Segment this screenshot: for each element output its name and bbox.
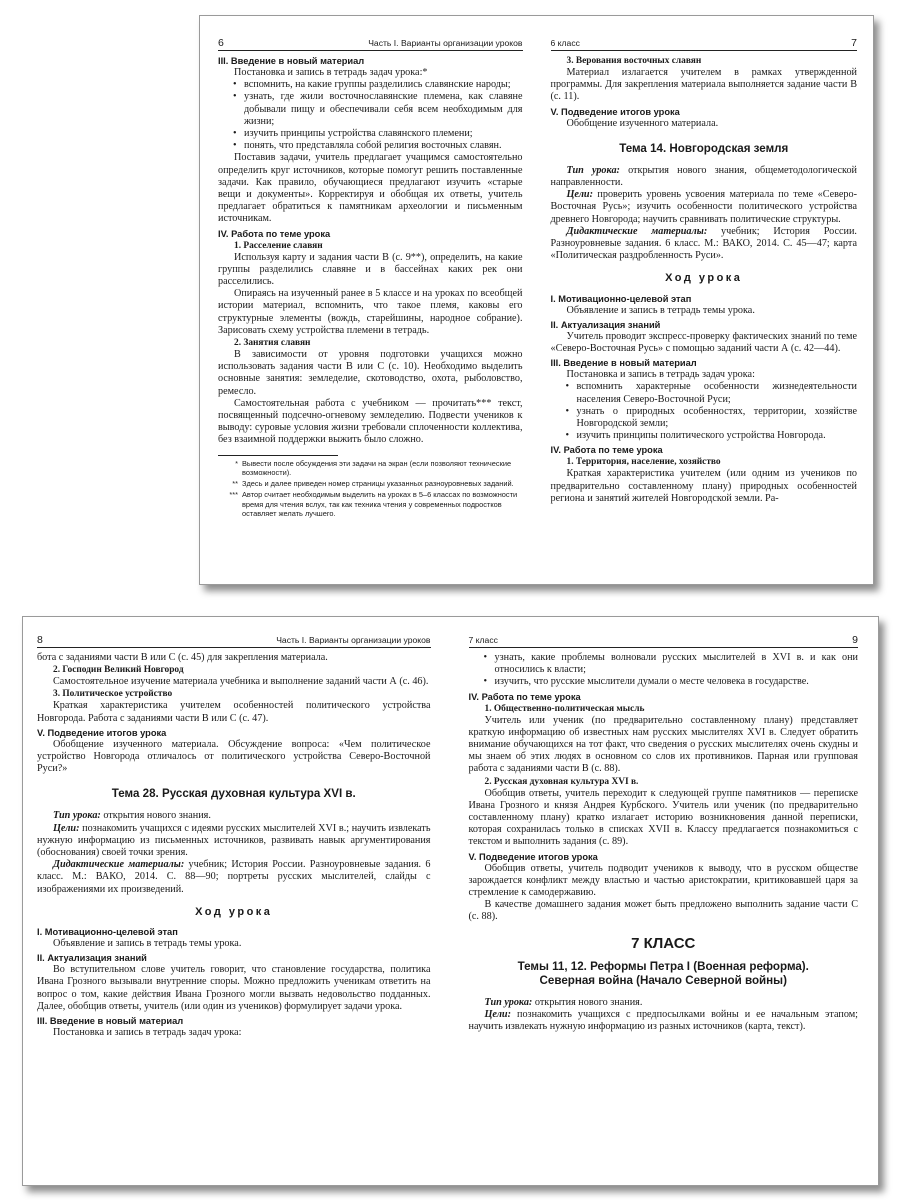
paragraph: Материал излагается учителем в рамках утвержденной программы. Для закрепления материала выполняется задание части В (с. 11).	[550, 67, 857, 103]
page-header	[469, 635, 859, 648]
lesson-type	[37, 810, 431, 822]
section-heading: IV. Работа по теме урока	[468, 691, 581, 702]
lesson-materials	[37, 859, 431, 896]
footnote-text: Вывести после обсуждения эти задачи на экран (если позволяют технические возможности).	[242, 458, 512, 477]
lesson-flow-heading: Ход урока	[195, 905, 273, 918]
page-9	[451, 617, 879, 1185]
field-label: Цели:	[53, 822, 80, 834]
paragraph: Объявление и запись в тетрадь темы урока.	[566, 304, 755, 316]
footnote-mark: *	[235, 458, 238, 468]
field-text: познакомить учащихся с предпосылками войны и ее начальным этапом; научить извлекать нужную информацию из разных источников (карта, текст).	[468, 1009, 858, 1033]
page-header	[37, 635, 431, 648]
page-8	[23, 617, 451, 1185]
field-text: учебник; История России. Разноуровневые задания. 6 класс. М.: ВАКО, 2014. С. 45—47; карта «Политическая раздробленность Руси».	[550, 225, 857, 262]
footnote-mark: ***	[229, 490, 238, 500]
paragraph: Обобщив ответы, учитель подводит учеников к выводу, что в русском обществе зарождается конфликт между властью и частью аристократии, критиковавшей царя за стремление к самодержавию.	[468, 862, 858, 899]
field-text: открытия нового знания, общеметодологической направленности.	[550, 164, 858, 189]
list-item: • вспомнить характерные особенности жизнедеятельности населения Северо-Восточной Руси;	[577, 381, 858, 405]
paragraph: Краткая характеристика учителем (или одним из учеников по предварительно составленному плану) природных особенностей региона и занятий жителей Новгородской земли. Ра-	[550, 468, 857, 504]
list-item: • понять, что представляла собой религия восточных славян.	[244, 140, 523, 152]
section-heading: I. Мотивационно-целевой этап	[37, 927, 178, 938]
paragraph: Постановка и запись в тетрадь задач урока:*	[234, 67, 428, 78]
field-text: открытия нового знания.	[100, 810, 211, 822]
bullet-list	[551, 381, 858, 442]
field-text: учебник; История России. Разноуровневые задания. 6 класс. М.: ВАКО, 2014. С. 88—90; портреты русских мыслителей, слайды с изображениями их произведений.	[37, 859, 431, 895]
footnote-divider	[218, 455, 338, 456]
running-head: 7 класс	[468, 635, 498, 645]
topic-title	[469, 960, 859, 988]
topic-title: Тема 14. Новгородская земля	[619, 141, 789, 155]
footnote	[218, 459, 523, 477]
list-item: • узнать о природных особенностях, территории, хозяйстве Новгородской земли;	[577, 406, 858, 430]
section-heading: V. Подведение итогов урока	[468, 851, 598, 862]
page-6	[200, 16, 537, 584]
subsection-heading: 2. Господин Великий Новгород	[53, 665, 184, 676]
section-heading: V. Подведение итогов урока	[550, 106, 680, 117]
book-spread-pages-6-7	[199, 15, 874, 585]
lesson-flow-heading: Ход урока	[665, 272, 743, 285]
field-label: Тип урока:	[566, 164, 620, 176]
section-heading: I. Мотивационно-целевой этап	[550, 293, 692, 304]
subsection-heading: 1. Расселение славян	[234, 240, 323, 251]
bullet-list	[218, 79, 523, 152]
subsection-heading: 3. Верования восточных славян	[566, 56, 702, 66]
page-number: 8	[37, 634, 43, 646]
section-heading: IV. Работа по теме урока	[550, 445, 663, 456]
field-label: Тип урока:	[53, 810, 101, 822]
field-label: Цели:	[566, 189, 593, 201]
paragraph: Обобщение изученного материала.	[566, 117, 719, 129]
paragraph: Учитель проводит экспресс-проверку фактических знаний по теме «Северо-Восточная Русь» с помощью заданий части А (с. 42—44).	[550, 330, 857, 355]
page-header	[218, 38, 523, 51]
page-number: 7	[851, 37, 857, 49]
list-item: • узнать, где жили восточнославянские племена, как славяне добывали пищу и обеспечивали себя всем необходимым для жизни;	[244, 91, 523, 128]
subsection-heading: 1. Территория, население, хозяйство	[566, 457, 721, 468]
field-label: Цели:	[484, 1009, 511, 1021]
subsection-heading: 3. Политическое устройство	[53, 689, 173, 700]
running-head: Часть I. Варианты организации уроков	[276, 635, 431, 645]
section-heading: III. Введение в новый материал	[550, 358, 697, 369]
lesson-type	[469, 997, 859, 1009]
field-label: Дидактические материалы:	[53, 859, 185, 871]
paragraph: бота с заданиями части В или С (с. 45) для закрепления материала.	[37, 652, 328, 663]
paragraph: Учитель или ученик (по предварительно составленному плану) представляет краткую информацию об известных нам русских мыслителях XVI в. Следует обратить внимание обучающихся на тот факт, что сведения о русских мыслителях очень скудны и мы знаем об этих людях в основном со слов их противников. Парная или групповая работа с заданиями части В (с. 88).	[468, 714, 858, 775]
paragraph: Во вступительном слове учитель говорит, что становление государства, политика Ивана Грозного вызывали внутренние споры. Можно предложить ученикам ответить на вопрос о том, какие действия Ивана Грозного могли вызвать недовольство подданных. Далее, обобщив ответы, учитель (или один из учеников) формулирует задачи урока.	[37, 964, 431, 1012]
footnote	[218, 490, 523, 518]
paragraph: Обобщение изученного материала. Обсуждение вопроса: «Чем политическое устройство Новгорода отличалось от политического устройства Северо-Восточной Руси?»	[37, 738, 431, 775]
paragraph: Постановка и запись в тетрадь задач урока:	[566, 369, 755, 381]
section-heading: V. Подведение итогов урока	[37, 727, 167, 738]
page-header	[551, 38, 858, 51]
topic-title-line: Северная война (Начало Северной войны)	[539, 973, 787, 987]
paragraph: Самостоятельное изучение материала учебника и выполнение заданий части А (с. 46).	[53, 676, 429, 688]
page-number: 6	[218, 37, 224, 49]
lesson-goals	[37, 823, 431, 860]
page-7	[537, 16, 874, 584]
list-item: • изучить принципы устройства славянского племени;	[244, 128, 523, 140]
running-head: 6 класс	[550, 38, 580, 48]
book-spread-pages-8-9	[22, 616, 879, 1186]
list-item: • изучить, что русские мыслители думали о месте человека в государстве.	[495, 676, 859, 688]
topic-title: Тема 28. Русская духовная культура XVI в.	[111, 787, 356, 801]
subsection-heading: 2. Занятия славян	[234, 338, 311, 349]
paragraph: Опираясь на изученный ранее в 5 классе и на уроках по всеобщей истории материал, вспомнить, что такое племя, каковы его структурные элементы (вождь, старейшины, народное собрание). Зарисовать схему устройства племени в тетрадь.	[218, 288, 523, 336]
footnote-text: Автор считает необходимым выделить на уроках в 5–6 классах по возможности время для чтения вслух, так как техника чтения у современных подростков оставляет желать лучшего.	[242, 490, 518, 518]
section-heading: II. Актуализация знаний	[37, 953, 147, 964]
paragraph: В качестве домашнего задания может быть предложено выполнить задание части С (с. 88).	[468, 899, 858, 923]
footnote	[218, 479, 523, 488]
paragraph: Обобщив ответы, учитель переходит к следующей группе памятников — переписке Ивана Грозного и князя Андрея Курбского. Учитель или ученик (по предварительно составленному плану) кратко излагает историю возникновения данной переписки, которая сохранилась только в списках XVII в. Классу предлагается познакомиться с текстом и выполнить задания (с. 89).	[468, 787, 858, 848]
paragraph: Самостоятельная работа с учебником — прочитать*** текст, посвященный подсечно-огневому земледелию. Подвести учеников к выводу: суровые условия жизни требовали сплоченности коллектива, без взаимной поддержки выжить было сложно.	[218, 397, 523, 446]
lesson-goals	[469, 1009, 859, 1033]
page-number: 9	[852, 634, 858, 646]
footnote-mark: **	[232, 479, 238, 489]
lesson-type	[551, 165, 858, 189]
paragraph: Постановка и запись в тетрадь задач урока:	[53, 1027, 242, 1039]
paragraph: Краткая характеристика учителем особенностей политического устройства Новгорода. Работа с заданиями части В или С (с. 47).	[37, 700, 431, 724]
field-text: открытия нового знания.	[532, 996, 643, 1008]
lesson-goals	[551, 189, 858, 226]
paragraph: Объявление и запись в тетрадь темы урока.	[53, 938, 242, 950]
footnote-text: Здесь и далее приведен номер страницы указанных разноуровневых заданий.	[242, 479, 514, 489]
field-label: Тип урока:	[484, 996, 533, 1008]
grade-heading: 7 КЛАСС	[631, 934, 696, 952]
paragraph: Поставив задачи, учитель предлагает учащимся самостоятельно определить круг источников, которые помогут решить поставленные задачи. Как правило, обучающиеся предлагают изучить «старые вещи и документы». Корректируя и обобщая их ответы, учитель предлагает обратиться к памятникам археологии и письменным источникам.	[218, 152, 523, 225]
paragraph: Используя карту и задания части В (с. 9**), определить, на какие группы разделились славяне и в бассейнах каких рек они расселились.	[218, 251, 523, 288]
topic-title-line: Темы 11, 12. Реформы Петра I (Военная реформа).	[517, 959, 809, 973]
list-item: • вспомнить, на какие группы разделились славянские народы;	[244, 79, 523, 91]
section-heading: IV. Работа по теме урока	[218, 228, 331, 239]
field-text: познакомить учащихся с идеями русских мыслителей XVI в.; научить извлекать нужную информацию из письменных источников, развивать навык аргументирования (обоснования) своей точки зрения.	[37, 822, 431, 859]
section-heading: III. Введение в новый материал	[218, 56, 365, 66]
list-item: • изучить принципы политического устройства Новгорода.	[577, 430, 858, 442]
section-heading: III. Введение в новый материал	[37, 1016, 184, 1027]
lesson-materials	[551, 226, 858, 263]
field-label: Дидактические материалы:	[566, 225, 708, 237]
subsection-heading: 1. Общественно-политическая мысль	[484, 703, 645, 714]
subsection-heading: 2. Русская духовная культура XVI в.	[484, 776, 639, 787]
section-heading: II. Актуализация знаний	[550, 319, 661, 330]
running-head: Часть I. Варианты организации уроков	[368, 38, 523, 48]
field-text: проверить уровень усвоения материала по теме «Северо-Восточная Русь»; изучить особенности политического устройства древнего Новгорода; научить сравнивать политические структуры.	[550, 189, 857, 225]
bullet-list	[469, 652, 859, 689]
paragraph: В зависимости от уровня подготовки учащихся можно использовать задания части В или С (с. 10). Необходимо выделить основные занятия: земледелие, скотоводство, охота, рыболовство, ремесло.	[218, 349, 523, 397]
list-item: • узнать, какие проблемы волновали русских мыслителей в XVI в. и как они относились к власти;	[495, 652, 859, 676]
